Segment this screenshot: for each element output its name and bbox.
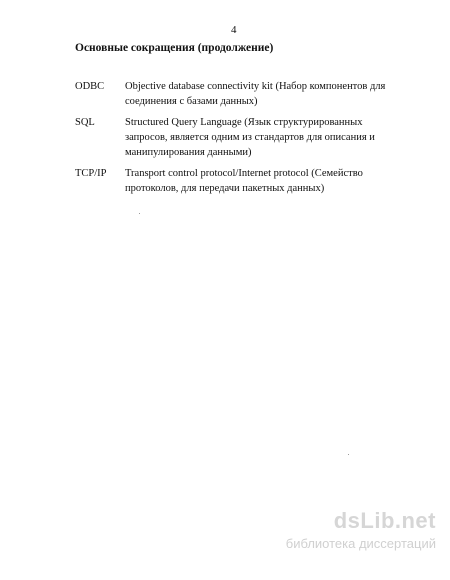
abbreviation-definition: Objective database connectivity kit (Набор компонентов для соединения с базами данных) xyxy=(125,81,386,107)
watermark xyxy=(286,508,436,551)
scan-speck xyxy=(139,213,140,214)
abbreviation-term: TCP/IP xyxy=(75,168,107,179)
abbreviation-definition: Transport control protocol/Internet protocol (Семейство протоколов, для передачи пакетных данных) xyxy=(125,168,363,194)
abbreviation-definition: Structured Query Language (Язык структурированных запросов, является одним из стандартов для описания и манипулирования данными) xyxy=(125,117,375,158)
abbreviation-row xyxy=(75,166,405,196)
abbreviation-row xyxy=(75,79,405,109)
page-number: 4 xyxy=(231,24,237,36)
abbreviation-row xyxy=(75,115,405,160)
abbreviation-term: SQL xyxy=(75,117,95,128)
watermark-logo: dsLib.net xyxy=(333,508,436,533)
scan-speck xyxy=(348,454,349,455)
watermark-tagline: библиотека диссертаций xyxy=(285,536,436,551)
abbreviation-list xyxy=(75,79,405,202)
section-heading: Основные сокращения (продолжение) xyxy=(75,42,274,54)
abbreviation-term: ODBC xyxy=(75,81,105,92)
